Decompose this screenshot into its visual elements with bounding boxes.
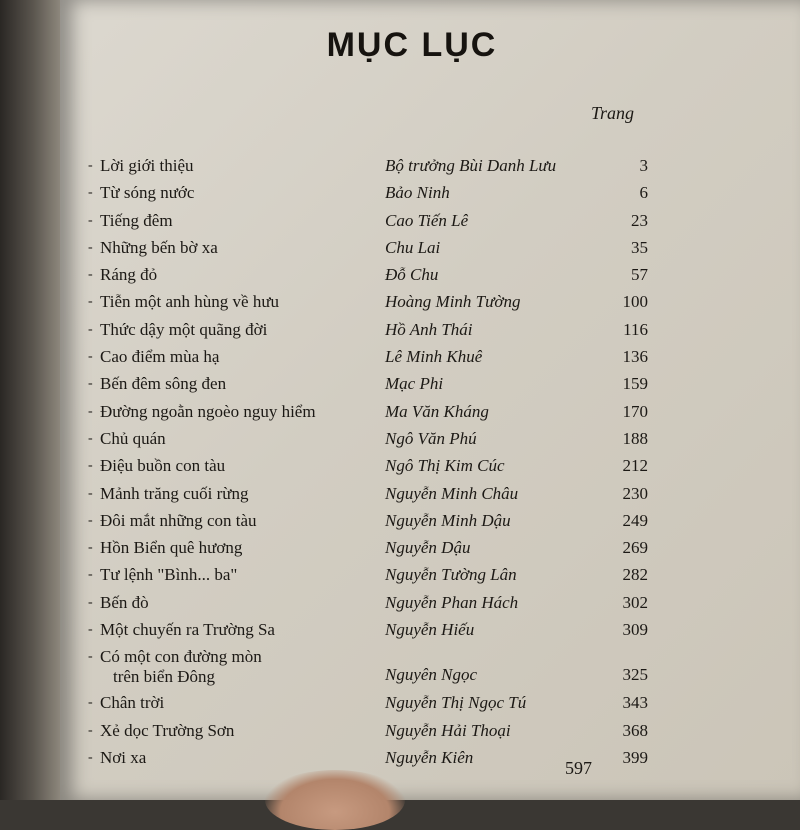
bullet-dash: -: [88, 722, 93, 738]
entry-title: Hồn Biển quê hương: [100, 538, 243, 558]
entry-page: 3: [639, 156, 648, 175]
bullet-dash: -: [88, 212, 93, 228]
bullet-dash: -: [88, 158, 93, 173]
entry-page: 35: [631, 237, 648, 257]
entry-page: 23: [631, 210, 648, 230]
book-spine-edge: [0, 0, 60, 800]
bullet-dash: -: [88, 239, 93, 255]
bullet-dash: -: [88, 695, 93, 711]
toc-entry: [88, 318, 648, 345]
bullet-dash: -: [88, 185, 93, 201]
entry-page: 325: [622, 665, 648, 685]
entry-page: 282: [622, 565, 648, 585]
toc-entry: [88, 509, 648, 536]
entry-title: Chủ quán: [100, 428, 166, 448]
toc-entry: [88, 209, 648, 236]
entry-author: Ngô Thị Kim Cúc: [385, 456, 505, 476]
entry-author: Nguyễn Hải Thoại: [385, 720, 511, 740]
bullet-dash: -: [88, 540, 93, 556]
entry-author: Bảo Ninh: [385, 183, 450, 203]
entry-title: Tư lệnh "Bình... ba": [100, 565, 238, 585]
entry-author: Lê Minh Khuê: [385, 347, 483, 367]
entry-page: 249: [622, 510, 648, 530]
entry-author: Mạc Phi: [385, 374, 444, 394]
entry-title: Nơi xa: [100, 747, 147, 767]
toc-entry: [88, 691, 648, 718]
entry-author: Ngô Văn Phú: [385, 428, 477, 448]
toc-entry: [88, 290, 648, 317]
entry-title: Mảnh trăng cuối rừng: [100, 483, 249, 503]
entry-title: Tiếng đêm: [100, 210, 173, 230]
entry-author: Hoàng Minh Tường: [385, 292, 521, 312]
entry-title: Chân trời: [100, 693, 165, 713]
entry-page: 302: [622, 592, 648, 612]
toc-entry: [88, 719, 648, 746]
bullet-dash: -: [88, 594, 93, 610]
entry-page: 170: [622, 401, 648, 421]
entry-title: Lời giới thiệu: [100, 156, 194, 175]
toc-entry: [88, 536, 648, 563]
toc-entry: [88, 482, 648, 509]
entry-author: Ma Văn Kháng: [385, 401, 489, 421]
entry-author: Nguyễn Minh Dậu: [385, 510, 511, 530]
toc-entry: [88, 454, 648, 481]
entry-page: 343: [622, 693, 648, 713]
toc-entry: [88, 236, 648, 263]
entry-title: Từ sóng nước: [100, 183, 195, 203]
entry-title: Một chuyến ra Trường Sa: [100, 620, 275, 640]
entry-page: 230: [622, 483, 648, 503]
toc-entry: [88, 427, 648, 454]
entry-page: 136: [622, 347, 648, 367]
entry-author: Nguyễn Hiếu: [385, 620, 475, 640]
entry-title: Bến đò: [100, 592, 149, 612]
bullet-dash: -: [88, 622, 93, 638]
bullet-dash: -: [88, 567, 93, 583]
entry-author: Nguyễn Minh Châu: [385, 483, 519, 503]
entry-title: Xẻ dọc Trường Sơn: [100, 720, 235, 740]
toc-entry: [88, 400, 648, 427]
entry-title: Tiễn một anh hùng về hưu: [100, 292, 280, 312]
bullet-dash: -: [88, 430, 93, 446]
entry-title-continued: trên biển Đông: [113, 667, 215, 687]
table-of-contents: [88, 154, 648, 773]
bullet-dash: -: [88, 267, 93, 283]
entry-title: Cao điểm mùa hạ: [100, 347, 220, 367]
toc-entry: [88, 372, 648, 399]
entry-author: Nguyễn Thị Ngọc Tú: [385, 693, 527, 713]
entry-title: Có một con đường mòn: [100, 647, 262, 667]
bullet-dash: -: [88, 294, 93, 310]
bullet-dash: -: [88, 321, 93, 337]
entry-title: Ráng đỏ: [100, 265, 158, 285]
entry-author: Nguyên Ngọc: [385, 665, 478, 685]
contents-page: [60, 0, 800, 800]
bullet-dash: -: [88, 349, 93, 365]
thumb: [265, 770, 405, 830]
entry-page: 188: [622, 428, 648, 448]
entry-title: Điệu buồn con tàu: [100, 456, 226, 476]
entry-title: Thức dậy một quãng đời: [100, 319, 268, 339]
entry-author: Nguyễn Tường Lân: [385, 565, 517, 585]
entry-title: Những bến bờ xa: [100, 237, 218, 257]
toc-entry: [88, 591, 648, 618]
entry-page: 116: [623, 319, 648, 339]
entry-page: 57: [631, 265, 648, 285]
toc-entry: [88, 345, 648, 372]
entry-page: 269: [622, 538, 648, 558]
bullet-dash: -: [88, 485, 93, 501]
entry-author: Cao Tiến Lê: [385, 210, 469, 230]
entry-page: 368: [622, 720, 648, 740]
entry-page: 212: [622, 456, 648, 476]
toc-entry: [88, 645, 648, 691]
entry-author: Nguyễn Kiên: [385, 747, 474, 767]
entry-page: 159: [622, 374, 648, 394]
bullet-dash: -: [88, 458, 93, 474]
page-column-header: Trang: [591, 103, 635, 123]
toc-entry: [88, 746, 648, 773]
toc-entry: [88, 263, 648, 290]
entry-page: 399: [622, 747, 648, 767]
bullet-dash: -: [88, 749, 93, 765]
entry-author: Nguyễn Phan Hách: [385, 592, 519, 612]
bullet-dash: -: [88, 649, 93, 665]
toc-entry: [88, 181, 648, 208]
entry-page: 309: [622, 620, 648, 640]
toc-entry: [88, 618, 648, 645]
entry-title: Đôi mắt những con tàu: [100, 510, 257, 530]
bullet-dash: -: [88, 512, 93, 528]
entry-author: Đỗ Chu: [385, 265, 439, 285]
bullet-dash: -: [88, 376, 93, 392]
page-number: 597: [565, 758, 592, 778]
entry-author: Chu Lai: [385, 237, 441, 257]
entry-title: Bến đêm sông đen: [100, 374, 227, 394]
entry-page: 100: [622, 292, 648, 312]
page-title: MỤC LỤC: [326, 26, 498, 64]
bullet-dash: -: [88, 403, 93, 419]
toc-entry: [88, 154, 648, 181]
entry-author: Bộ trưởng Bùi Danh Lưu: [385, 156, 557, 175]
entry-author: Hồ Anh Thái: [385, 319, 473, 339]
entry-page: 6: [639, 183, 648, 203]
entry-author: Nguyễn Dậu: [385, 538, 471, 558]
toc-entry: [88, 563, 648, 590]
entry-title: Đường ngoằn ngoèo nguy hiểm: [100, 401, 316, 421]
